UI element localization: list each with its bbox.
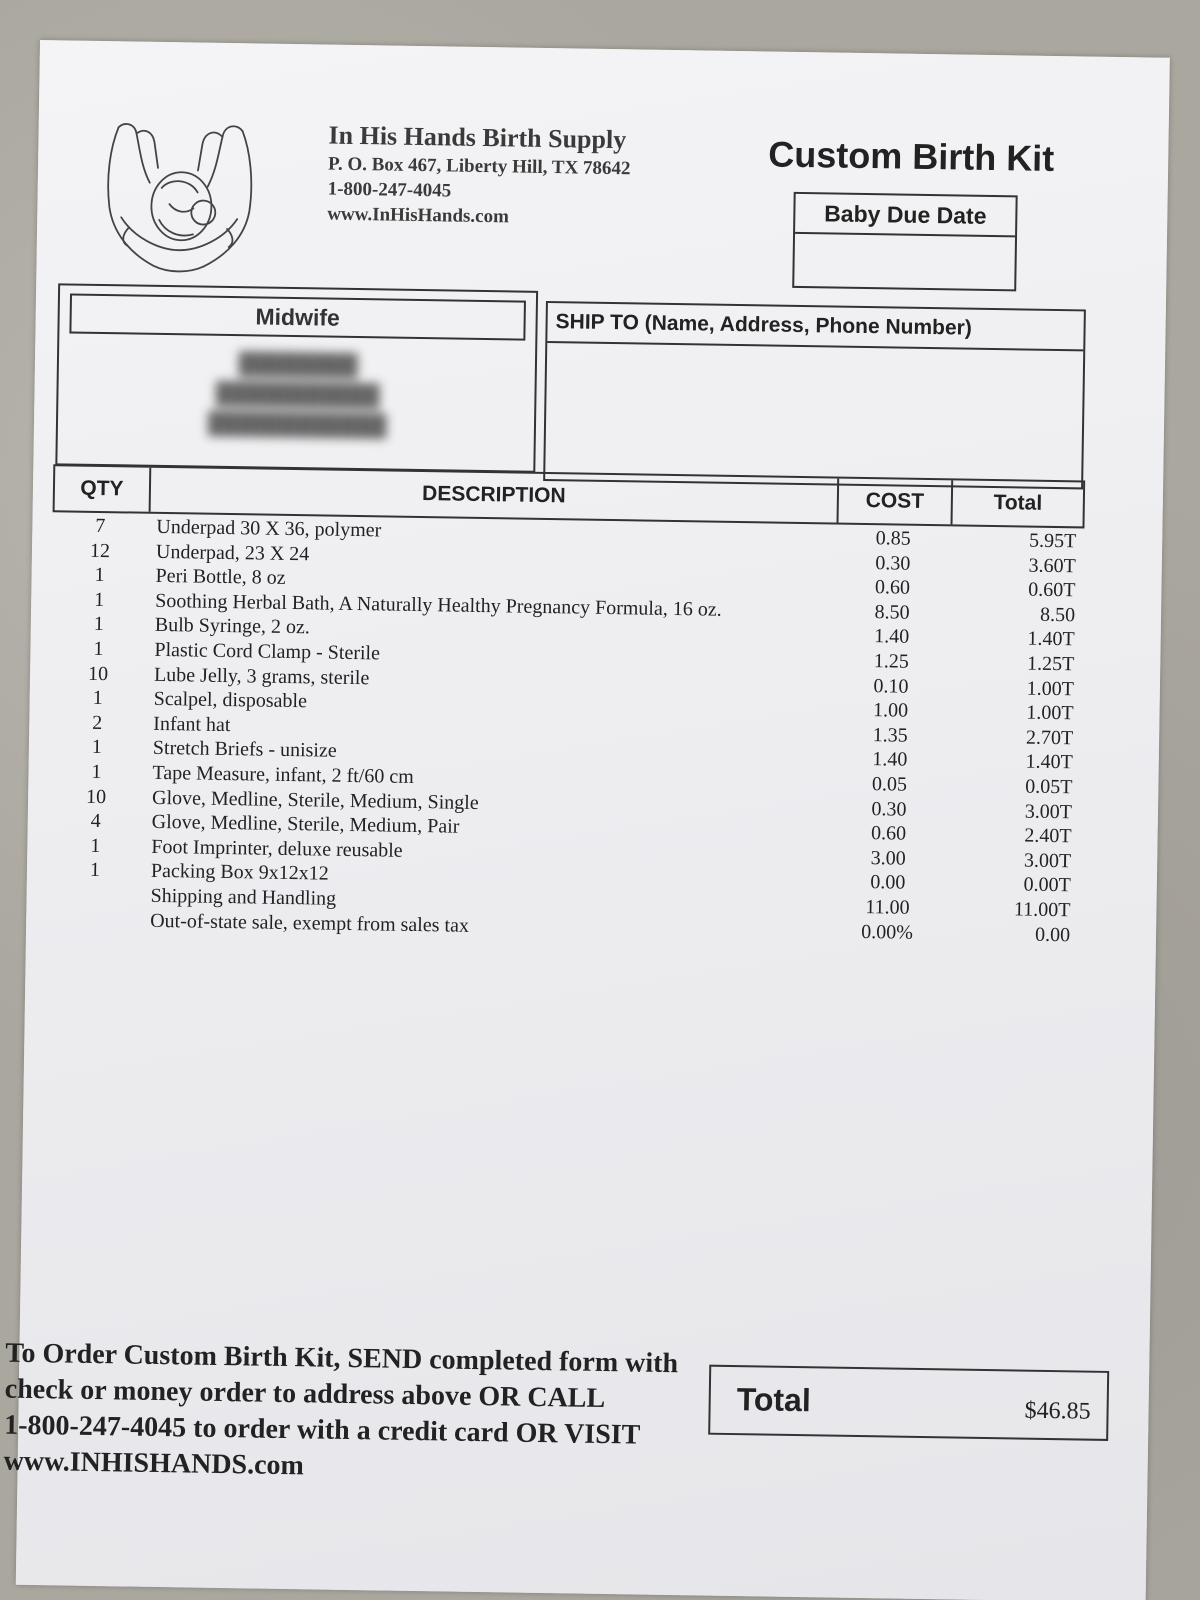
item-description: Scalpel, disposable [153, 688, 308, 713]
item-description: Glove, Medline, Sterile, Medium, Single [151, 786, 479, 814]
item-cost: 3.00 [870, 846, 906, 870]
grand-total-box [708, 1365, 1109, 1441]
item-total: 5.95T [1028, 529, 1077, 553]
item-description: Stretch Briefs - unisize [152, 737, 337, 763]
item-total: 1.25T [1026, 652, 1075, 676]
item-total: 3.60T [1028, 554, 1077, 577]
item-qty: 2 [92, 711, 103, 734]
item-qty: 1 [94, 588, 105, 611]
item-total: 1.00T [1026, 677, 1075, 700]
company-name: In His Hands Birth Supply [328, 120, 627, 155]
item-cost: 11.00 [865, 895, 910, 919]
item-total: 2.40T [1024, 824, 1072, 848]
company-info [327, 121, 631, 231]
item-description: Soothing Herbal Bath, A Naturally Healthy Pregnancy Formula, 16 oz. [155, 589, 722, 621]
item-cost: 1.00 [872, 699, 909, 722]
item-cost: 0.30 [875, 551, 911, 575]
item-qty: 12 [89, 539, 111, 562]
item-cost: 1.25 [873, 650, 910, 673]
midwife-label: Midwife [69, 294, 526, 341]
item-total: 0.05T [1025, 775, 1073, 799]
company-phone: 1-800-247-4045 [327, 178, 452, 202]
item-description: Tape Measure, infant, 2 ft/60 cm [152, 761, 414, 788]
item-cost: 0.60 [874, 576, 911, 599]
due-date-label: Baby Due Date [795, 194, 1016, 237]
ship-to-label: SHIP TO (Name, Address, Phone Number) [547, 303, 1084, 351]
item-cost: 0.30 [871, 797, 907, 821]
item-total: 0.00 [1034, 923, 1071, 946]
item-cost: 8.50 [874, 600, 910, 624]
item-total: 1.40T [1025, 750, 1073, 774]
company-website: www.InHisHands.com [327, 203, 510, 228]
item-description: Plastic Cord Clamp - Sterile [154, 638, 381, 665]
item-total: 11.00T [1013, 898, 1071, 922]
item-cost: 0.85 [875, 527, 911, 550]
order-instructions-line: check or money order to address above OR CALL [4, 1373, 606, 1415]
item-cost: 0.05 [871, 773, 908, 796]
item-description: Packing Box 9x12x12 [150, 860, 329, 885]
due-date-box [792, 192, 1017, 292]
order-instructions-line: To Order Custom Birth Kit, SEND completed form with [5, 1337, 679, 1380]
column-header-total: Total [993, 491, 1043, 515]
item-cost: 1.40 [872, 748, 908, 772]
item-cost: 1.40 [874, 625, 910, 649]
item-qty: 7 [95, 514, 106, 538]
ship-to-box [543, 301, 1086, 489]
invoice-sheet [3, 40, 1170, 1600]
item-total: 3.00T [1023, 849, 1072, 873]
item-description: Bulb Syringe, 2 oz. [154, 614, 310, 639]
order-instructions-line: www.INHISHANDS.com [3, 1445, 305, 1482]
redacted-midwife-address: ████████ ███████████ ████████████ [207, 351, 387, 438]
column-header-cost: COST [839, 479, 954, 525]
form-title: Custom Birth Kit [767, 133, 1055, 179]
item-qty: 10 [87, 662, 109, 685]
grand-total-value: $46.85 [1024, 1397, 1091, 1425]
item-description: Shipping and Handling [150, 884, 337, 910]
item-cost: 0.10 [873, 674, 909, 698]
item-description: Infant hat [153, 712, 231, 736]
item-cost: 0.00 [870, 871, 906, 895]
column-header-description: DESCRIPTION [151, 468, 840, 523]
item-qty: 4 [90, 810, 101, 833]
item-qty: 1 [94, 564, 105, 587]
grand-total-label: Total [736, 1381, 812, 1419]
item-total: 2.70T [1025, 726, 1074, 750]
item-cost: 0.60 [870, 822, 907, 845]
order-instructions [3, 1336, 725, 1491]
item-qty: 1 [93, 637, 104, 661]
hands-holding-baby-logo [98, 107, 261, 279]
item-cost: 1.35 [872, 723, 908, 747]
item-description: Peri Bottle, 8 oz [155, 565, 286, 590]
item-total: 3.00T [1024, 800, 1073, 823]
item-description: Lube Jelly, 3 grams, sterile [153, 663, 370, 689]
item-description: Underpad 30 X 36, polymer [156, 515, 382, 542]
item-total: 1.40T [1027, 627, 1075, 651]
item-qty: 10 [85, 785, 107, 808]
item-qty: 1 [90, 834, 101, 857]
item-description: Underpad, 23 X 24 [155, 540, 310, 565]
item-total: 0.00T [1023, 873, 1072, 897]
item-description: Foot Imprinter, deluxe reusable [151, 835, 403, 862]
item-qty: 1 [89, 859, 101, 882]
midwife-box [55, 283, 538, 473]
item-qty: 1 [91, 736, 103, 759]
item-total: 1.00T [1026, 701, 1074, 725]
item-qty: 1 [93, 613, 105, 636]
item-qty: 1 [92, 687, 103, 710]
item-description: Out-of-state sale, exempt from sales tax [150, 909, 470, 937]
item-total: 8.50 [1039, 603, 1076, 627]
column-header-qty: QTY [55, 466, 152, 512]
item-description: Glove, Medline, Sterile, Medium, Pair [151, 810, 460, 838]
item-cost: 0.00% [861, 920, 914, 944]
company-address: P. O. Box 467, Liberty Hill, TX 78642 [327, 153, 631, 180]
item-qty: 1 [91, 760, 102, 783]
order-instructions-line: 1-800-247-4045 to order with a credit card OR VISIT [3, 1409, 641, 1451]
line-items [46, 514, 1084, 948]
item-total: 0.60T [1028, 578, 1076, 602]
